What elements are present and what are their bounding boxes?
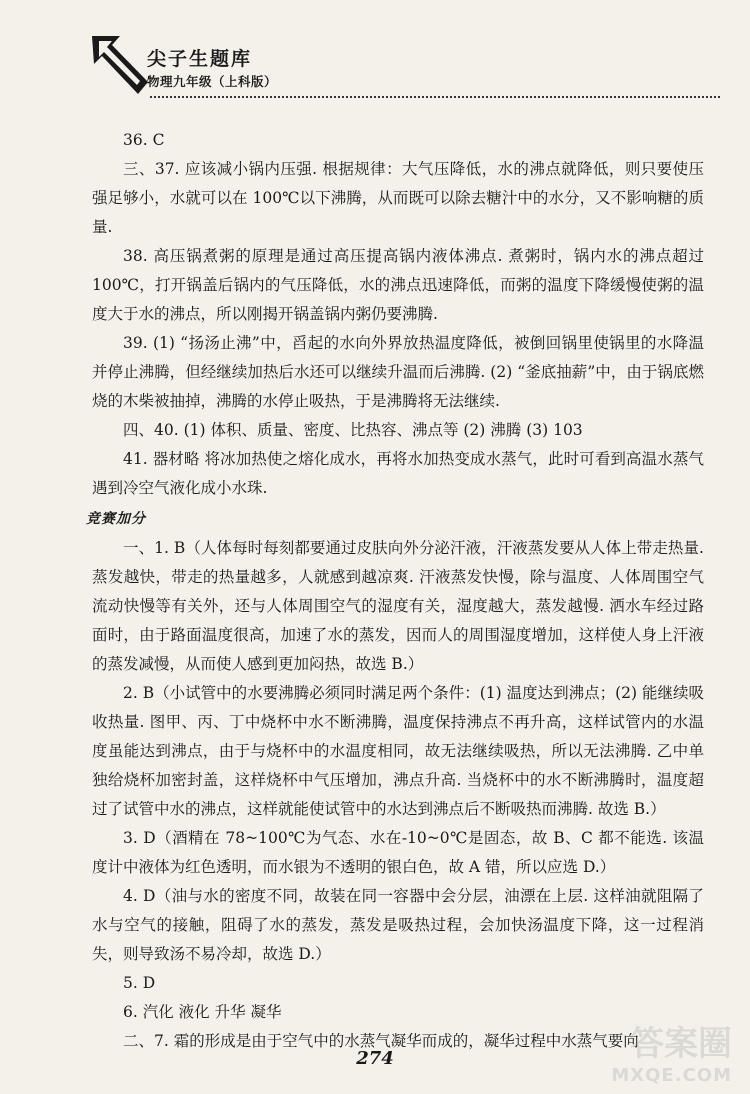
header-divider [150,96,720,98]
page-header [0,0,750,110]
answer-36: 36. C [123,131,165,149]
page-number: 274 [356,1048,394,1069]
competition-answer-4: 4. D（油与水的密度不同，故装在同一容器中会分层，油漂在上层. 这样油就阻隔了水与空气的接触，阻碍了水的蒸发，蒸发是吸热过程，会加快汤温度下降，这一过程消失，则导致汤不易冷却，故选 D.） [92,887,704,963]
competition-answer-5: 5. D [123,974,156,992]
competition-answer-1: 一、1. B（人体每时每刻都要通过皮肤向外分泌汗液，汗液蒸发要从人体上带走热量. 蒸发越快，带走的热量越多，人就感到越凉爽. 汗液蒸发快慢，除与温度、人体周围空气流动快慢等有关外，还与人体周围空气的湿度有关，湿度越大，蒸发越慢. 洒水车经过路面时，由于路面温度很高，加速了水的蒸发，因而人的周围湿度增加，这样使人身上汗液的蒸发减慢，从而使人感到更加闷热，故选 B.） [92,539,704,673]
answer-39: 39. (1) “扬汤止沸”中，舀起的水向外界放热温度降低，被倒回锅里使锅里的水降温并停止沸腾，但经继续加热后水还可以继续升温而后沸腾. (2) “釜底抽薪”中，由于锅底燃烧的木柴被抽掉，沸腾的水停止吸热，于是沸腾将无法继续. [92,334,704,410]
brand-title: 尖子生题库 [147,48,253,70]
competition-answer-2: 2. B（小试管中的水要沸腾必须同时满足两个条件：(1) 温度达到沸点；(2) 能继续吸收热量. 图甲、丙、丁中烧杯中水不断沸腾，温度保持沸点不再升高，这样试管内的水温度虽能达到沸点，由于与烧杯中的水温度相同，故无法继续吸热，所以无法沸腾. 乙中单独给烧杯加密封盖，这样烧杯中气压增加，沸点升高. 当烧杯中的水不断沸腾时，温度超过了试管中水的沸点，这样就能使试管中的水达到沸点后不断吸热而沸腾. 故选 B.） [92,684,704,818]
answer-38: 38. 高压锅煮粥的原理是通过高压提高锅内液体沸点. 煮粥时，锅内水的沸点超过 100℃，打开锅盖后锅内的气压降低，水的沸点迅速降低，而粥的温度下降缓慢使粥的温度大于水的沸点，所以刚揭开锅盖锅内粥仍要沸腾. [92,247,704,323]
answer-content [86,126,704,1056]
competition-answer-3: 3. D（酒精在 78~100℃为气态、水在-10~0℃是固态，故 B、C 都不能选. 该温度计中液体为红色透明，而水银为不透明的银白色，故 A 错，所以应选 D.） [92,829,704,876]
brand-subtitle: 物理九年级（上科版） [147,74,278,89]
watermark-top: 答案圈 [630,1024,732,1064]
watermark [588,1014,738,1086]
arrow-logo-icon [90,32,152,98]
section-heading: 竞赛加分 [86,511,146,527]
watermark-bottom: MXQE.COM [611,1065,732,1086]
answer-41: 41. 器材略 将冰加热使之熔化成水，再将水加热变成水蒸气，此时可看到高温水蒸气遇到冷空气液化成小水珠. [92,450,704,497]
competition-answer-6: 6. 汽化 液化 升华 凝华 [123,1003,282,1021]
answer-40: 四、40. (1) 体积、质量、密度、比热容、沸点等 (2) 沸腾 (3) 103 [123,421,583,439]
answer-37: 三、37. 应该减小锅内压强. 根据规律：大气压降低，水的沸点就降低，则只要使压强足够小，水就可以在 100℃以下沸腾，从而既可以除去糖汁中的水分，又不影响糖的质量. [92,160,704,236]
competition-answer-7: 二、7. 霜的形成是由于空气中的水蒸气凝华而成的，凝华过程中水蒸气要向 [123,1032,639,1050]
